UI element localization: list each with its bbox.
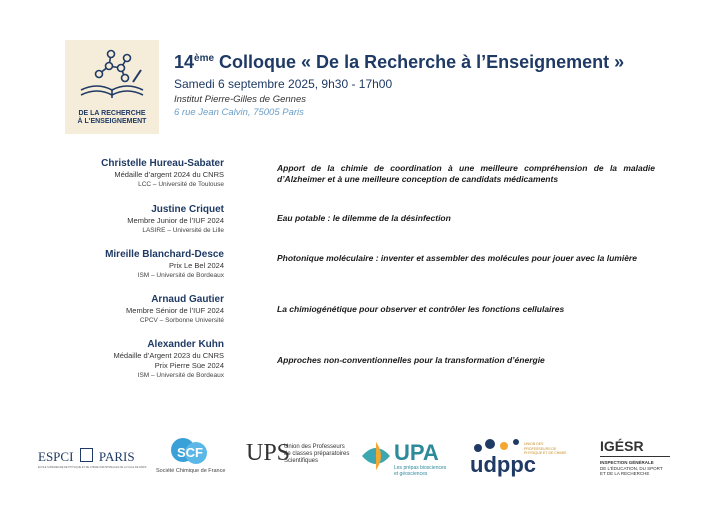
- event-date: Samedi 6 septembre 2025, 9h30 - 17h00: [174, 77, 393, 91]
- speaker-4: [24, 293, 224, 325]
- logo-line-1: DE LA RECHERCHE: [78, 110, 146, 117]
- udppc-logo: udppc UNION DES PROFESSEURS DE PHYSIQUE ET DE CHIMIE: [470, 436, 580, 486]
- page-title: 14ème Colloque « De la Recherche à l’Enseignement »: [174, 52, 625, 72]
- talk-title-5: Approches non-conventionnelles pour la transformation d’énergie: [277, 355, 545, 365]
- upa-leaf-icon: [360, 440, 392, 472]
- igesr-logo: IGÉSR INSPECTION GÉNÉRALE DE L’ÉDUCATION, DU SPORT ET DE LA RECHERCHE: [600, 436, 684, 486]
- upa-logo: UPA Les prépas biosciences et géosciences: [360, 436, 456, 486]
- speaker-lab: LCC – Université de Toulouse: [138, 181, 224, 188]
- speaker-lab: ISM – Université de Bordeaux: [137, 372, 224, 379]
- scf-mark-icon: [170, 436, 210, 466]
- talk-title-4: La chimiogénétique pour observer et contrôler les fonctions cellulaires: [277, 304, 565, 314]
- divider: [600, 456, 670, 457]
- shield-icon: [80, 448, 93, 462]
- speaker-lab: CPCV – Sorbonne Université: [139, 317, 224, 324]
- event-logo: [65, 40, 159, 134]
- talk-title-2: Eau potable : le dilemme de la désinfection: [277, 213, 451, 223]
- speaker-name: Mireille Blanchard-Desce: [105, 249, 224, 260]
- speaker-award: Membre Sénior de l’IUF 2024: [126, 306, 224, 315]
- event-header: [174, 52, 694, 118]
- speaker-1: [24, 157, 224, 189]
- speaker-lab: LASIRE – Université de Lille: [142, 227, 224, 234]
- event-venue: Institut Pierre-Gilles de Gennes: [174, 94, 307, 105]
- speaker-award: Membre Junior de l’IUF 2024: [127, 216, 224, 225]
- speaker-name: Alexander Kuhn: [147, 339, 224, 350]
- speaker-award: Médaille d’Argent 2023 du CNRS: [113, 351, 224, 360]
- svg-text:SCF: SCF: [177, 445, 203, 460]
- event-address: 6 rue Jean Calvin, 75005 Paris: [174, 107, 304, 118]
- speaker-award: Prix Le Bel 2024: [168, 261, 224, 270]
- espci-logo: ESPCI PARIS ÉCOLE SUPÉRIEURE DE PHYSIQUE ET DE CHIMIE INDUSTRIELLES DE LA VILLE DE PARIS: [38, 449, 147, 469]
- speaker-3: [24, 248, 224, 280]
- logo-line-2: À L'ENSEIGNEMENT: [77, 118, 147, 125]
- speaker-5: [24, 338, 224, 380]
- talk-title-3: Photonique moléculaire : inventer et assembler des molécules pour jouer avec la lumière: [277, 253, 637, 263]
- book-molecule-icon: [75, 46, 149, 106]
- talk-title-1: Apport de la chimie de coordination à une meilleure compréhension de la maladie d’Alzheimer et à une meilleure conception de candidats médicaments: [277, 163, 655, 184]
- speaker-name: Arnaud Gautier: [151, 294, 224, 305]
- speaker-name: Christelle Hureau-Sabater: [101, 158, 224, 169]
- speaker-2: [24, 203, 224, 235]
- speaker-name: Justine Criquet: [151, 204, 224, 215]
- speaker-award: Médaille d’argent 2024 du CNRS: [114, 170, 224, 179]
- speaker-award-2: Prix Pierre Süe 2024: [154, 361, 224, 370]
- ups-logo: UPS Union des Professeurs de classes préparatoires Scientifiques: [246, 440, 350, 466]
- speaker-lab: ISM – Université de Bordeaux: [137, 272, 224, 279]
- scf-logo: SCF Société Chimique de France: [156, 436, 242, 486]
